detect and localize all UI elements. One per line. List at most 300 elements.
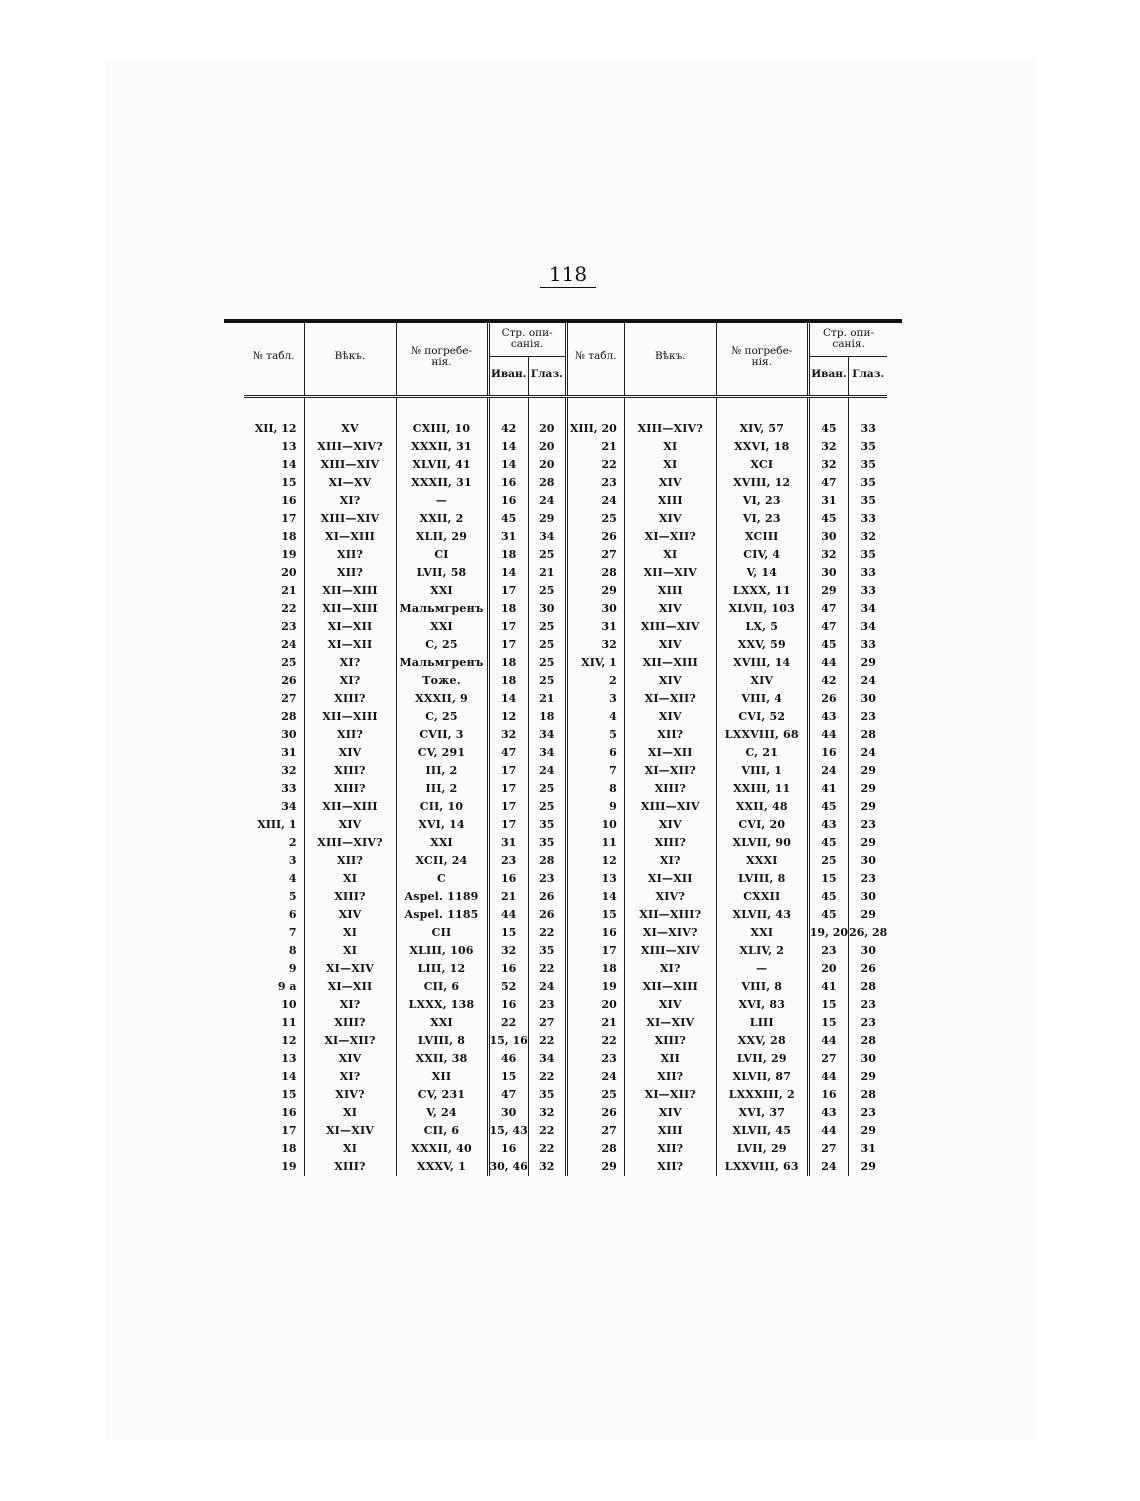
table-row	[244, 420, 887, 438]
cell-ivan-left: 15, 16	[488, 1032, 528, 1050]
cell-tab-right: 28	[566, 1140, 624, 1158]
cell-vek-left: XIV	[304, 1050, 396, 1068]
cell-glaz-left: 34	[528, 528, 566, 546]
cell-glaz-left: 22	[528, 960, 566, 978]
cell-pog-right: LXXVIII, 63	[716, 1158, 808, 1176]
cell-glaz-left: 26	[528, 906, 566, 924]
cell-glaz-right: 30	[849, 1050, 888, 1068]
table-row	[244, 456, 887, 474]
cell-vek-left: XIV?	[304, 1086, 396, 1104]
cell-pog-right: CVI, 52	[716, 708, 808, 726]
cell-tab-left: 13	[281, 1052, 297, 1065]
cell-tab-right: XIV, 1	[566, 654, 624, 672]
cell-glaz-left: 25	[528, 546, 566, 564]
cell-tab-right: 3	[566, 690, 624, 708]
cell-glaz-left: 35	[528, 942, 566, 960]
cell-pog-left: Мальмгренъ	[396, 654, 488, 672]
cell-ivan-right: 19, 20	[808, 924, 848, 942]
cell-tab-right: 18	[566, 960, 624, 978]
cell-tab-right: 24	[566, 492, 624, 510]
cell-vek-left: XI—XIV	[304, 1122, 396, 1140]
cell-pog-left: XLIII, 106	[396, 942, 488, 960]
cell-tab-right: 16	[566, 924, 624, 942]
cell-tab-left: 19	[281, 1160, 297, 1173]
cell-tab-right: XIII, 20	[566, 420, 624, 438]
spacer-row	[244, 397, 887, 421]
cell-vek-right: XII	[624, 1050, 716, 1068]
cell-vek-right: XI	[624, 456, 716, 474]
cell-pog-right: V, 14	[716, 564, 808, 582]
cell-glaz-left: 23	[528, 996, 566, 1014]
header-tab-right: № табл.	[566, 322, 624, 391]
cell-glaz-right: 35	[849, 474, 888, 492]
cell-ivan-left: 17	[488, 636, 528, 654]
cell-vek-right: XIV	[624, 474, 716, 492]
cell-tab-left: 11	[281, 1016, 297, 1029]
cell-ivan-right: 44	[808, 1068, 848, 1086]
cell-ivan-right: 45	[808, 636, 848, 654]
cell-pog-right: VI, 23	[716, 492, 808, 510]
cell-ivan-right: 30	[808, 564, 848, 582]
cell-tab-left: 2	[288, 836, 297, 849]
cell-vek-right: XIII—XIV	[624, 618, 716, 636]
table-row	[244, 996, 887, 1014]
cell-ivan-right: 47	[808, 618, 848, 636]
cell-pog-left: XVI, 14	[396, 816, 488, 834]
cell-ivan-left: 17	[488, 618, 528, 636]
cell-pog-right: XCI	[716, 456, 808, 474]
cell-glaz-right: 29	[849, 654, 888, 672]
cell-pog-right: LXXVIII, 68	[716, 726, 808, 744]
cell-tab-left: 27	[281, 692, 297, 705]
cell-vek-left: XI—XII	[304, 978, 396, 996]
cell-tab-left: 4	[288, 872, 297, 885]
cell-tab-left: 15	[281, 1088, 297, 1101]
cell-tab-left: 18	[281, 1142, 297, 1155]
cell-glaz-right: 35	[849, 546, 888, 564]
cell-ivan-left: 14	[488, 564, 528, 582]
cell-vek-right: XIV	[624, 510, 716, 528]
cell-pog-right: VIII, 8	[716, 978, 808, 996]
cell-glaz-right: 29	[849, 1158, 888, 1176]
cell-vek-left: XII—XIII	[304, 708, 396, 726]
cell-glaz-left: 25	[528, 780, 566, 798]
cell-vek-left: XII?	[304, 852, 396, 870]
cell-vek-left: XI	[304, 1104, 396, 1122]
cell-tab-left: 5	[288, 890, 297, 903]
cell-pog-right: XXV, 28	[716, 1032, 808, 1050]
table-row	[244, 1014, 887, 1032]
cell-tab-left: 6	[288, 908, 297, 921]
cell-pog-left: XXI	[396, 1014, 488, 1032]
cell-ivan-right: 25	[808, 852, 848, 870]
cell-tab-left: 33	[281, 782, 297, 795]
cell-vek-left: XI?	[304, 996, 396, 1014]
table-row	[244, 1122, 887, 1140]
cell-ivan-right: 44	[808, 1122, 848, 1140]
table-row	[244, 960, 887, 978]
cell-ivan-left: 12	[488, 708, 528, 726]
cell-pog-right: CIV, 4	[716, 546, 808, 564]
cell-tab-right: 10	[566, 816, 624, 834]
cell-ivan-left: 16	[488, 996, 528, 1014]
cell-pog-right: XXVI, 18	[716, 438, 808, 456]
table-row	[244, 690, 887, 708]
cell-vek-right: XI—XII?	[624, 690, 716, 708]
cell-ivan-right: 32	[808, 546, 848, 564]
cell-vek-right: XI—XII?	[624, 528, 716, 546]
cell-ivan-left: 14	[488, 456, 528, 474]
cell-tab-right: 22	[566, 1032, 624, 1050]
cell-vek-right: XIII	[624, 492, 716, 510]
cell-glaz-left: 30	[528, 600, 566, 618]
cell-glaz-right: 31	[849, 1140, 888, 1158]
cell-vek-right: XIII—XIV	[624, 942, 716, 960]
cell-vek-right: XI	[624, 438, 716, 456]
cell-glaz-left: 32	[528, 1158, 566, 1176]
cell-ivan-right: 44	[808, 1032, 848, 1050]
table-row	[244, 798, 887, 816]
cell-ivan-right: 45	[808, 906, 848, 924]
cell-vek-left: XII—XIII	[304, 798, 396, 816]
cell-pog-left: C, 25	[396, 636, 488, 654]
cell-ivan-right: 27	[808, 1050, 848, 1068]
cell-glaz-left: 23	[528, 870, 566, 888]
cell-glaz-right: 33	[849, 582, 888, 600]
cell-tab-left: 16	[281, 1106, 297, 1119]
cell-pog-left: XLVII, 41	[396, 456, 488, 474]
cell-vek-left: XIII—XIV?	[304, 438, 396, 456]
table-row	[244, 708, 887, 726]
cell-ivan-left: 46	[488, 1050, 528, 1068]
table-row	[244, 834, 887, 852]
cell-pog-left: XXXII, 31	[396, 474, 488, 492]
cell-ivan-left: 31	[488, 528, 528, 546]
cell-glaz-left: 35	[528, 816, 566, 834]
cell-vek-left: XIII?	[304, 690, 396, 708]
table-row	[244, 1104, 887, 1122]
cell-pog-right: XVI, 37	[716, 1104, 808, 1122]
cell-glaz-left: 25	[528, 672, 566, 690]
cell-glaz-left: 34	[528, 726, 566, 744]
cell-glaz-right: 24	[849, 744, 888, 762]
cell-ivan-left: 21	[488, 888, 528, 906]
cell-pog-left: CXIII, 10	[396, 420, 488, 438]
cell-pog-left: Aspel. 1185	[396, 906, 488, 924]
cell-tab-right: 13	[566, 870, 624, 888]
cell-vek-right: XII—XIII	[624, 978, 716, 996]
cell-glaz-right: 23	[849, 1014, 888, 1032]
table-row	[244, 906, 887, 924]
cell-vek-right: XIV	[624, 708, 716, 726]
table-row	[244, 528, 887, 546]
cell-glaz-left: 24	[528, 978, 566, 996]
cell-tab-left: 18	[281, 530, 297, 543]
cell-tab-right: 26	[566, 1104, 624, 1122]
cell-pog-left: CII	[396, 924, 488, 942]
cell-ivan-right: 15	[808, 996, 848, 1014]
cell-vek-left: XI	[304, 1140, 396, 1158]
cell-vek-right: XIII—XIV?	[624, 420, 716, 438]
cell-vek-left: XI?	[304, 492, 396, 510]
cell-pog-right: XVIII, 14	[716, 654, 808, 672]
cell-glaz-left: 22	[528, 924, 566, 942]
cell-vek-left: XI?	[304, 654, 396, 672]
cell-tab-left: 16	[281, 494, 297, 507]
cell-vek-right: XI—XIV?	[624, 924, 716, 942]
cell-glaz-right: 26, 28	[849, 924, 888, 942]
cell-glaz-right: 33	[849, 636, 888, 654]
table-row	[244, 726, 887, 744]
cell-glaz-right: 34	[849, 600, 888, 618]
cell-pog-right: VIII, 1	[716, 762, 808, 780]
cell-ivan-right: 45	[808, 510, 848, 528]
cell-vek-right: XIII?	[624, 834, 716, 852]
cell-ivan-left: 17	[488, 582, 528, 600]
table-row	[244, 438, 887, 456]
cell-glaz-right: 23	[849, 816, 888, 834]
cell-pog-right: LVII, 29	[716, 1140, 808, 1158]
cell-tab-right: 9	[566, 798, 624, 816]
cell-pog-right: LXXXIII, 2	[716, 1086, 808, 1104]
cell-tab-left: 17	[281, 1124, 297, 1137]
cell-ivan-left: 52	[488, 978, 528, 996]
cell-tab-right: 24	[566, 1068, 624, 1086]
cell-vek-left: XIV	[304, 906, 396, 924]
cell-tab-right: 31	[566, 618, 624, 636]
cell-tab-left: 13	[281, 440, 297, 453]
cell-glaz-right: 29	[849, 780, 888, 798]
cell-tab-left: 14	[281, 1070, 297, 1083]
cell-glaz-right: 29	[849, 1068, 888, 1086]
cell-tab-right: 2	[566, 672, 624, 690]
cell-ivan-left: 22	[488, 1014, 528, 1032]
cell-ivan-right: 16	[808, 744, 848, 762]
cell-pog-right: XVI, 83	[716, 996, 808, 1014]
cell-vek-left: XI	[304, 870, 396, 888]
cell-vek-right: XII—XIII	[624, 654, 716, 672]
cell-tab-left: 9 a	[277, 980, 297, 993]
cell-glaz-right: 30	[849, 852, 888, 870]
cell-pog-right: —	[716, 960, 808, 978]
cell-tab-right: 23	[566, 474, 624, 492]
cell-tab-left: 3	[288, 854, 297, 867]
cell-pog-right: XIV, 57	[716, 420, 808, 438]
cell-glaz-right: 29	[849, 1122, 888, 1140]
cell-vek-right: XI—XII	[624, 744, 716, 762]
cell-glaz-right: 29	[849, 798, 888, 816]
cell-ivan-left: 15	[488, 1068, 528, 1086]
cell-glaz-right: 33	[849, 420, 888, 438]
cell-glaz-left: 25	[528, 618, 566, 636]
cell-glaz-left: 20	[528, 438, 566, 456]
cell-pog-right: XXV, 59	[716, 636, 808, 654]
cell-vek-left: XI—XV	[304, 474, 396, 492]
cell-tab-right: 23	[566, 1050, 624, 1068]
cell-ivan-right: 31	[808, 492, 848, 510]
cell-tab-right: 32	[566, 636, 624, 654]
cell-vek-left: XIV	[304, 816, 396, 834]
cell-ivan-left: 18	[488, 600, 528, 618]
cell-glaz-right: 32	[849, 528, 888, 546]
cell-vek-left: XI	[304, 924, 396, 942]
cell-vek-left: XI—XIV	[304, 960, 396, 978]
cell-ivan-left: 17	[488, 762, 528, 780]
cell-tab-right: 29	[566, 582, 624, 600]
cell-tab-right: 21	[566, 1014, 624, 1032]
cell-tab-left: 21	[281, 584, 297, 597]
cell-vek-right: XII—XIII?	[624, 906, 716, 924]
cell-vek-right: XIII?	[624, 1032, 716, 1050]
cell-tab-left: 22	[281, 602, 297, 615]
cell-pog-right: XLIV, 2	[716, 942, 808, 960]
cell-vek-right: XIII?	[624, 780, 716, 798]
cell-tab-left: 14	[281, 458, 297, 471]
cell-ivan-right: 47	[808, 474, 848, 492]
cell-pog-right: XXXI	[716, 852, 808, 870]
table-row	[244, 1140, 887, 1158]
cell-ivan-left: 17	[488, 780, 528, 798]
table-row	[244, 924, 887, 942]
cell-vek-right: XII?	[624, 726, 716, 744]
cell-pog-right: LXXX, 11	[716, 582, 808, 600]
cell-glaz-right: 29	[849, 834, 888, 852]
cell-ivan-left: 23	[488, 852, 528, 870]
cell-pog-left: XXII, 38	[396, 1050, 488, 1068]
cell-pog-left: Мальмгренъ	[396, 600, 488, 618]
cell-tab-right: 25	[566, 510, 624, 528]
header-ivan-right: Иван.	[808, 357, 848, 392]
cell-glaz-right: 30	[849, 888, 888, 906]
cell-pog-right: VI, 23	[716, 510, 808, 528]
cell-pog-left: CII, 6	[396, 1122, 488, 1140]
cell-vek-left: XII—XIII	[304, 600, 396, 618]
header-str-right: Стр. опи-санія.	[808, 322, 887, 357]
cell-pog-right: LX, 5	[716, 618, 808, 636]
cell-ivan-left: 14	[488, 690, 528, 708]
header-glaz-left: Глаз.	[528, 357, 566, 392]
cell-vek-left: XII?	[304, 726, 396, 744]
cell-tab-left: 15	[281, 476, 297, 489]
cell-glaz-left: 22	[528, 1032, 566, 1050]
cell-tab-left: 23	[281, 620, 297, 633]
cell-tab-left: 9	[288, 962, 297, 975]
cell-vek-left: XIII?	[304, 1158, 396, 1176]
cell-vek-right: XI—XII?	[624, 1086, 716, 1104]
cell-tab-right: 5	[566, 726, 624, 744]
cell-pog-right: LVII, 29	[716, 1050, 808, 1068]
cell-tab-right: 17	[566, 942, 624, 960]
table-row	[244, 888, 887, 906]
cell-tab-left: 24	[281, 638, 297, 651]
header-pogreb-right: № погребе-нія.	[716, 322, 808, 391]
cell-vek-left: XIII?	[304, 1014, 396, 1032]
cell-tab-left: 10	[281, 998, 297, 1011]
cell-pog-right: XCIII	[716, 528, 808, 546]
table-row	[244, 510, 887, 528]
cell-vek-right: XIII—XIV	[624, 798, 716, 816]
cell-pog-right: LIII	[716, 1014, 808, 1032]
cell-glaz-right: 23	[849, 1104, 888, 1122]
cell-glaz-left: 28	[528, 852, 566, 870]
burial-table	[244, 322, 887, 1176]
cell-glaz-right: 23	[849, 870, 888, 888]
table-row	[244, 978, 887, 996]
cell-vek-left: XI—XII	[304, 618, 396, 636]
cell-pog-left: XXXII, 31	[396, 438, 488, 456]
cell-pog-left: LVII, 58	[396, 564, 488, 582]
cell-pog-right: C, 21	[716, 744, 808, 762]
cell-glaz-right: 23	[849, 708, 888, 726]
header-glaz-right: Глаз.	[849, 357, 888, 392]
cell-ivan-right: 41	[808, 780, 848, 798]
cell-ivan-right: 23	[808, 942, 848, 960]
cell-ivan-right: 43	[808, 1104, 848, 1122]
cell-glaz-left: 22	[528, 1068, 566, 1086]
cell-pog-left: C	[396, 870, 488, 888]
table-row	[244, 474, 887, 492]
cell-tab-right: 14	[566, 888, 624, 906]
cell-tab-left: 31	[281, 746, 297, 759]
cell-pog-left: XII	[396, 1068, 488, 1086]
cell-glaz-left: 34	[528, 744, 566, 762]
table-row	[244, 582, 887, 600]
cell-tab-left: 12	[281, 1034, 297, 1047]
cell-pog-left: CII, 10	[396, 798, 488, 816]
cell-vek-right: XIV	[624, 816, 716, 834]
header-pogreb-left: № погребе-нія.	[396, 322, 488, 391]
cell-ivan-left: 44	[488, 906, 528, 924]
table-row	[244, 870, 887, 888]
cell-glaz-right: 28	[849, 1032, 888, 1050]
cell-glaz-left: 25	[528, 582, 566, 600]
cell-ivan-right: 24	[808, 1158, 848, 1176]
cell-tab-left: 26	[281, 674, 297, 687]
cell-pog-right: LVIII, 8	[716, 870, 808, 888]
cell-glaz-left: 26	[528, 888, 566, 906]
cell-tab-right: 27	[566, 1122, 624, 1140]
cell-ivan-left: 18	[488, 672, 528, 690]
cell-ivan-right: 27	[808, 1140, 848, 1158]
table-row	[244, 600, 887, 618]
cell-vek-left: XIV	[304, 744, 396, 762]
cell-ivan-right: 15	[808, 870, 848, 888]
table-row	[244, 942, 887, 960]
cell-vek-right: XI	[624, 546, 716, 564]
cell-vek-right: XI?	[624, 852, 716, 870]
cell-ivan-right: 42	[808, 672, 848, 690]
cell-vek-right: XI—XII	[624, 870, 716, 888]
cell-glaz-right: 29	[849, 906, 888, 924]
cell-glaz-right: 35	[849, 456, 888, 474]
table-row	[244, 1050, 887, 1068]
cell-glaz-left: 24	[528, 492, 566, 510]
cell-pog-left: III, 2	[396, 780, 488, 798]
cell-ivan-left: 16	[488, 474, 528, 492]
cell-pog-right: XXIII, 11	[716, 780, 808, 798]
cell-pog-right: XLVII, 45	[716, 1122, 808, 1140]
header-ivan-left: Иван.	[488, 357, 528, 392]
cell-ivan-right: 44	[808, 654, 848, 672]
cell-pog-left: LVIII, 8	[396, 1032, 488, 1050]
cell-glaz-left: 28	[528, 474, 566, 492]
cell-pog-right: CVI, 20	[716, 816, 808, 834]
cell-tab-left: XIII, 1	[257, 818, 297, 831]
cell-vek-right: XI—XIV	[624, 1014, 716, 1032]
cell-pog-left: C, 25	[396, 708, 488, 726]
cell-vek-right: XI—XII?	[624, 762, 716, 780]
cell-ivan-right: 45	[808, 834, 848, 852]
